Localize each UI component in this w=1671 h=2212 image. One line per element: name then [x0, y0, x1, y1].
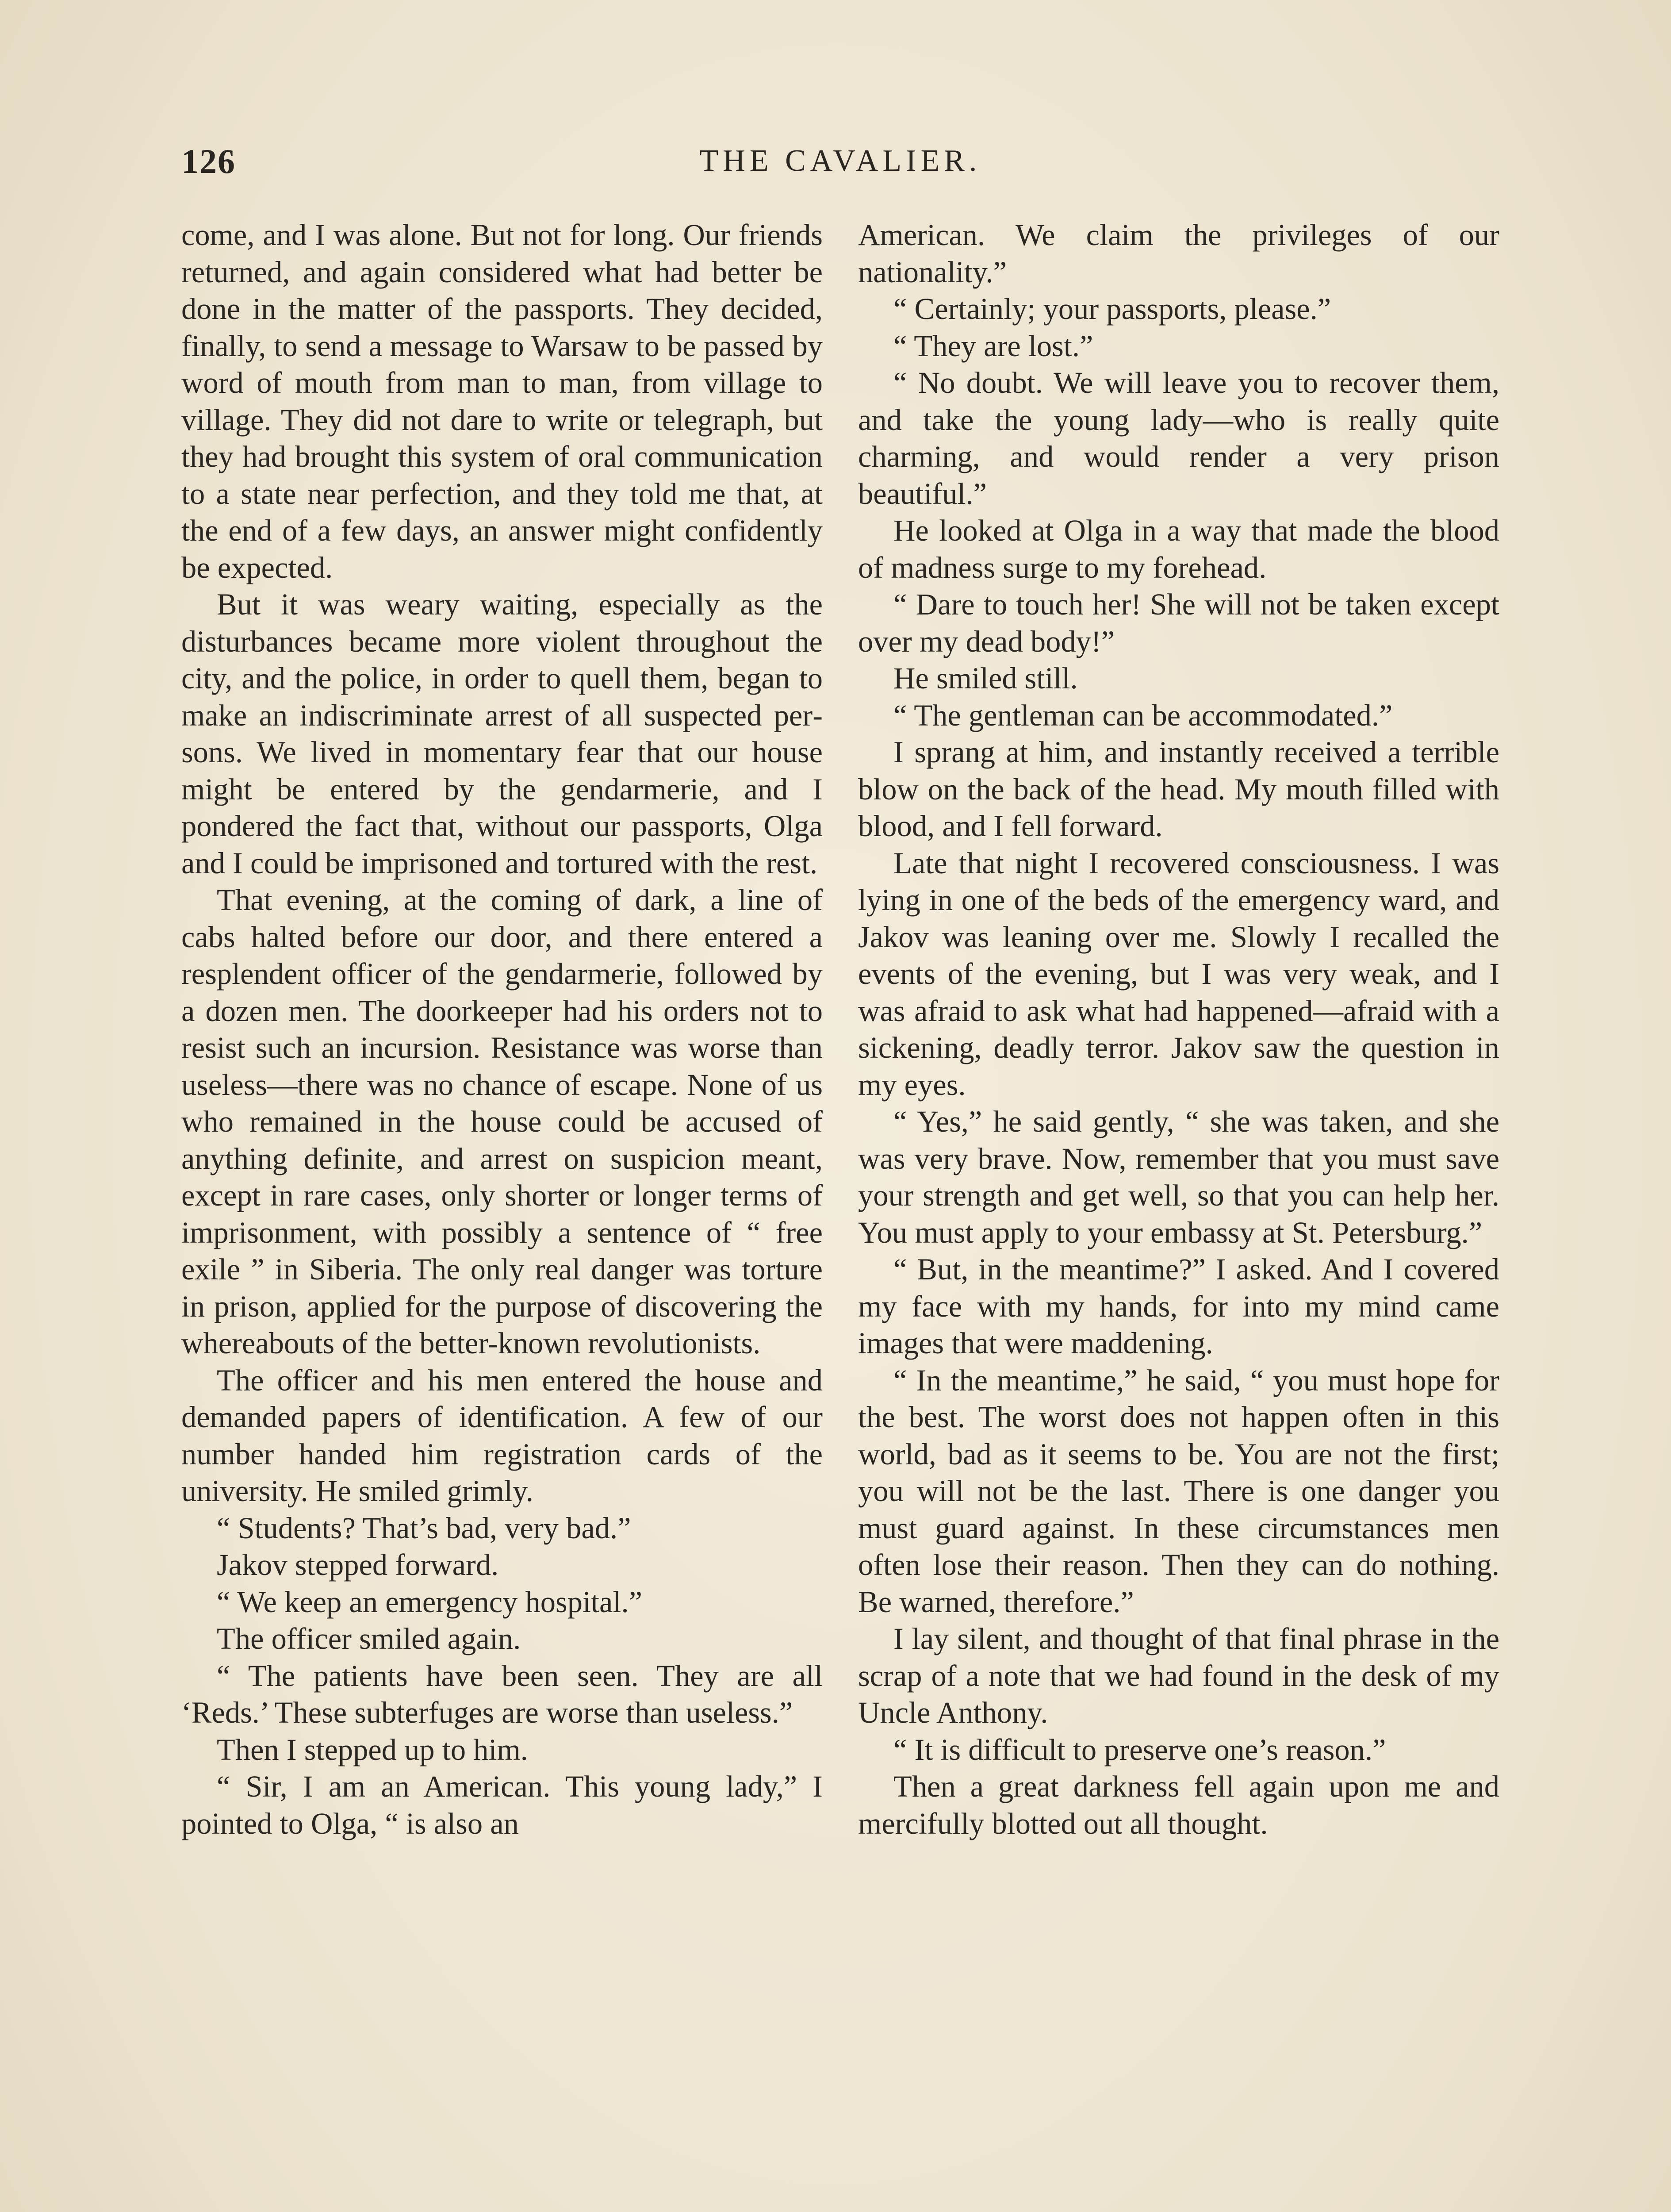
paragraph: “ Dare to touch her! She will not be taken except over my dead body!”	[858, 588, 1499, 658]
paragraph: “ Sir, I am an American. This young lady,” I pointed to Olga, “ is also an	[181, 1770, 823, 1840]
paragraph: The officer smiled again.	[217, 1622, 521, 1655]
paragraph: But it was weary waiting, especially as the disturbances became more violent throughout the city, and the police, in order to quell them, began to make an indiscriminate arrest of all suspected persons. We lived in momentary fear that our house might be entered by the gendarmerie, and I pondered the fact that, without our passports, Olga and I could be imprisoned and tortured with the rest.	[181, 588, 823, 880]
paragraph: “ Yes,” he said gently, “ she was taken, and she was very brave. Now, remember that you must save your strength and get well, so that you can help her. You must apply to your embassy at St. Petersburg.”	[858, 1105, 1499, 1249]
paragraph: Then I stepped up to him.	[217, 1732, 528, 1767]
paragraph: “ Students? That’s bad, very bad.”	[217, 1511, 631, 1545]
paragraph: “ But, in the meantime?” I asked. And I covered my face with my hands, for into my mind came images that were maddening.	[858, 1252, 1499, 1360]
paragraph: Late that night I recovered consciousness. I was lying in one of the beds of the emergency ward, and Jakov was leaning over me. Slowly I recalled the events of the evening, but I was very weak, and I was afraid to ask what had happened—afraid with a sickening, deadly terror. Jakov saw the question in my eyes.	[858, 846, 1499, 1102]
paragraph: “ Certainly; your passports, please.”	[893, 292, 1331, 326]
right-column	[858, 217, 1499, 1842]
paragraph: He looked at Olga in a way that made the blood of madness surge to my forehead.	[858, 514, 1499, 584]
paragraph: come, and I was alone. But not for long. Our friends returned, and again considered what had better be done in the matter of the passports. They decided, finally, to send a message to Warsaw to be passed by word of mouth from man to man, from village to village. They did not dare to write or telegraph, but they had brought this system of oral communication to a state near perfection, and they told me that, at the end of a few days, an answer might confidently be expected.	[181, 218, 823, 584]
paragraph: The officer and his men entered the house and demanded papers of identification. A few of our number handed him registration cards of the university. He smiled grimly.	[181, 1363, 823, 1508]
paragraph: “ The patients have been seen. They are all ‘Reds.’ These subterfuges are worse than useless.”	[181, 1659, 823, 1729]
paragraph: “ No doubt. We will leave you to recover them, and take the young lady—who is really quite charming, and would render a very prison beautiful.”	[858, 366, 1499, 511]
left-column	[181, 217, 823, 1842]
paragraph: He smiled still.	[893, 661, 1078, 695]
paragraph: “ They are lost.”	[893, 329, 1093, 363]
running-head: THE CAVALIER.	[699, 144, 981, 178]
paragraph: “ The gentleman can be accommodated.”	[893, 698, 1393, 732]
paragraph: “ We keep an emergency hospital.”	[217, 1585, 642, 1619]
paragraph: Jakov stepped forward.	[217, 1548, 499, 1582]
paragraph: I lay silent, and thought of that final phrase in the scrap of a note that we had found in the desk of my Uncle Anthony.	[858, 1622, 1499, 1729]
paragraph: Then a great darkness fell again upon me and mercifully blotted out all thought.	[858, 1770, 1499, 1840]
paragraph: “ It is difficult to preserve one’s reason.”	[893, 1732, 1386, 1767]
page-number: 126	[181, 142, 236, 180]
paragraph: That evening, at the coming of dark, a line of cabs halted before our door, and there entered a resplendent officer of the gendarmerie, followed by a dozen men. The doorkeeper had his orders not to resist such an incursion. Resistance was worse than useless—there was no chance of escape. None of us who remained in the house could be accused of anything definite, and arrest on suspicion meant, except in rare cases, only shorter or longer terms of imprisonment, with possibly a sentence of “ free exile ” in Siberia. The only real danger was torture in prison, applied for the purpose of discovering the whereabouts of the better-known revolutionists.	[181, 883, 823, 1360]
paragraph: I sprang at him, and instantly received a terrible blow on the back of the head. My mouth filled with blood, and I fell forward.	[858, 735, 1499, 843]
paragraph: “ In the meantime,” he said, “ you must hope for the best. The worst does not happen often in this world, bad as it seems to be. You are not the first; you will not be the last. There is one danger you must guard against. In these circumstances men often lose their reason. Then they can do nothing. Be warned, therefore.”	[858, 1363, 1499, 1619]
paragraph: American. We claim the privileges of our nationality.”	[858, 218, 1499, 289]
page-header	[181, 142, 1499, 190]
